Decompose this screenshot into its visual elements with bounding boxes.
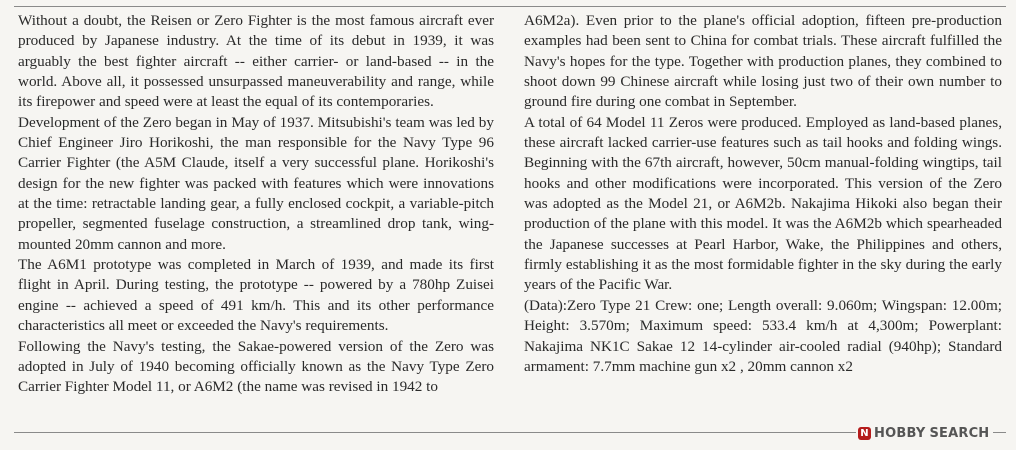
paragraph-prototype: The A6M1 prototype was completed in March of 1939, and made its first flight in April. During testing, the prototype -- powered by a 780hp Zuisei engine -- achieved a speed of 491 km/h. This and its other performance characteristics all meet or exceeded the Navy's requirements. (18, 256, 494, 335)
left-column (18, 11, 494, 398)
paragraph-china-trials: A6M2a). Even prior to the plane's official adoption, fifteen pre-production examples had been sent to China for combat trials. These aircraft fulfilled the Navy's hopes for the type. Together with production planes, they combined to shoot down 99 Chinese aircraft while losing just two of their own number to ground fire during one combat in September. (524, 12, 1002, 111)
hobby-search-watermark (856, 424, 993, 442)
paragraph-intro: Without a doubt, the Reisen or Zero Fighter is the most famous aircraft ever produced by Japanese industry. At the time of its debut in 1939, it was arguably the best fighter aircraft -- either carrier- or land-based -- in the world. Above all, it possessed unsurpassed maneuverability and range, while its firepower and speed were at least the equal of its contemporaries. (18, 12, 494, 111)
right-column (524, 11, 1002, 377)
watermark-brand: HOBBY (874, 425, 926, 441)
hobby-search-logo-icon: N (858, 427, 871, 440)
top-rule (14, 6, 1006, 7)
paragraph-model-11: A total of 64 Model 11 Zeros were produced. Employed as land-based planes, these aircraft lacked carrier-use features such as tail hooks and folding wings. Beginning with the 67th aircraft, however, 50cm manual-folding wingtips, tail hooks and other modifications were incorporated. This version of the Zero was adopted as the Model 21, or A6M2b. Nakajima Hikoki also began their production of the plane with this model. It was the A6M2b which spearheaded the Japanese successes at Pearl Harbor, Wake, the Philippines and others, firmly establishing it as the most formidable fighter in the sky during the early years of the Pacific War. (524, 113, 1002, 294)
paragraph-specifications: (Data):Zero Type 21 Crew: one; Length overall: 9.060m; Wingspan: 12.00m; Height: 3.570m; Maximum speed: 533.4 km/h at 4,300m; Powerplant: Nakajima NK1C Sakae 12 14-cylinder air-cooled radial (940hp); Standard armament: 7.7mm machine gun x2 , 20mm cannon x2 (524, 296, 1002, 375)
paragraph-adoption: Following the Navy's testing, the Sakae-powered version of the Zero was adopted in July of 1940 becoming officially known as the Navy Type Zero Carrier Fighter Model 11, or A6M2 (the name was revised in 1942 to (18, 337, 494, 396)
paragraph-development: Development of the Zero began in May of 1937. Mitsubishi's team was led by Chief Engineer Jiro Horikoshi, the man responsible for the Navy Type 96 Carrier Fighter (the A5M Claude, itself a very successful plane. Horikoshi's design for the new fighter was packed with features which were innovations at the time: retractable landing gear, a fully enclosed cockpit, a variable-pitch propeller, segmented fuselage construction, a streamlined drop tank, wing-mounted 20mm cannon and more. (18, 113, 494, 253)
watermark-word: SEARCH (929, 425, 990, 441)
